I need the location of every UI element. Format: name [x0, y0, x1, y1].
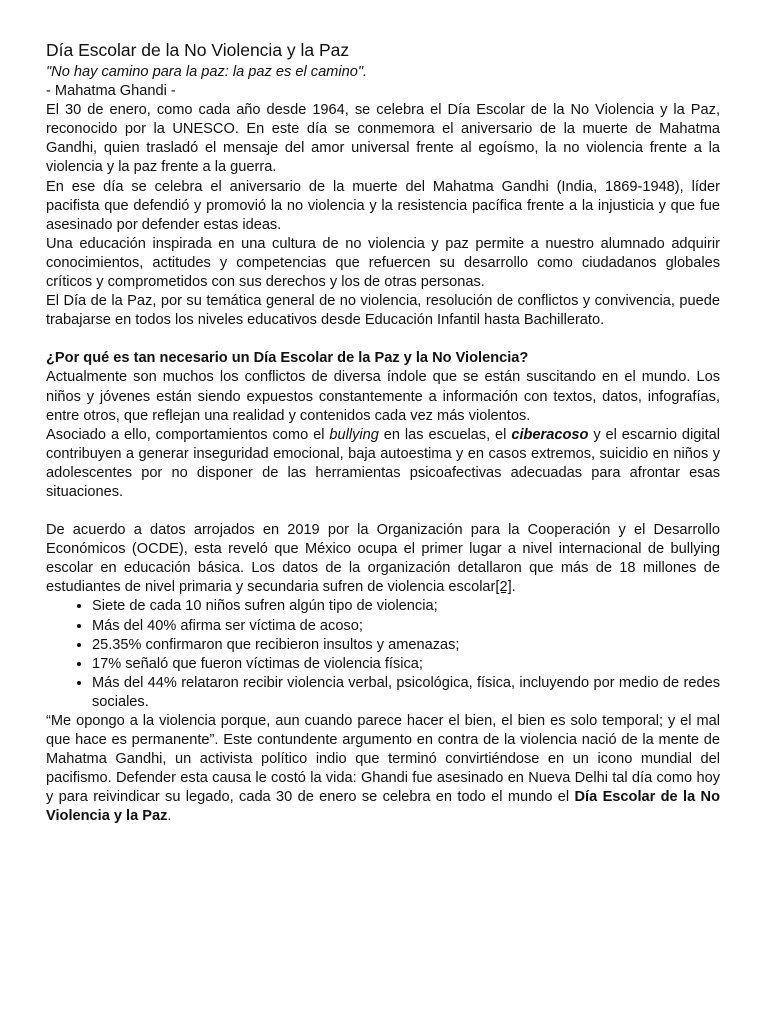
paragraph-7 [46, 521, 720, 597]
list-item: • 17% señaló que fueron víctimas de violencia física; [92, 655, 720, 674]
paragraph-2: En ese día se celebra el aniversario de la muerte del Mahatma Gandhi (India, 1869-1948), líder pacifista que defendió y promovió la no violencia y la resistencia pacífica frente a la injusticia y que fue asesinado por defender estas ideas. [46, 178, 720, 233]
paragraph-4: El Día de la Paz, por su temática general de no violencia, resolución de conflictos y convivencia, puede trabajarse en todos los niveles educativos desde Educación Infantil hasta Bachillerato. [46, 293, 720, 329]
paragraph-3: Una educación inspirada en una cultura de no violencia y paz permite a nuestro alumnado adquirir conocimientos, actitudes y competencias que refuercen su desarrollo como ciudadanos globales críticos y comprometidos con sus derechos y los de otras personas. [46, 235, 720, 291]
list-item: • Más del 40% afirma ser víctima de acoso; [92, 617, 720, 636]
quote-author: - Mahatma Ghandi - [46, 83, 176, 100]
text-span: . [511, 579, 516, 596]
list-item: • Siete de cada 10 niños sufren algún tipo de violencia; [92, 597, 720, 616]
paragraph-6 [46, 426, 720, 502]
ciberacoso-term: ciberacoso [511, 426, 589, 443]
statistics-list [46, 597, 720, 712]
quote [46, 63, 720, 82]
text-span: y el escarnio digital contribuyen a generar inseguridad emocional, baja autoestima y en casos extremos, suicidio en niños y adolescentes por no disponer de las herramientas psicoafectivas adecuadas para afrontar esas situaciones. [46, 426, 720, 500]
text-span: De acuerdo a datos arrojados en 2019 por la Organización para la Cooperación y el Desarrollo Económicos (OCDE), esta reveló que México ocupa el primer lugar a nivel internacional de bullying escolar en educación básica. Los datos de la organización detallaron que más de 18 millones de estudiantes de nivel primaria y secundaria sufren de violencia escolar [46, 522, 720, 596]
text-span: en las escuelas, el [378, 426, 512, 443]
text-span: . [167, 808, 172, 825]
paragraph-5: Actualmente son muchos los conflictos de diversa índole que se están suscitando en el mundo. Los niños y jóvenes están siendo expuestos constantemente a información con textos, datos, infografías, entre otros, que reflejan una realidad y contenidos cada vez más violentos. [46, 369, 720, 424]
section-heading: ¿Por qué es tan necesario un Día Escolar de la Paz y la No Violencia? [46, 350, 529, 367]
page-title: Día Escolar de la No Violencia y la Paz [46, 40, 350, 60]
paragraph-8 [46, 712, 720, 827]
paragraph-1: El 30 de enero, como cada año desde 1964, se celebra el Día Escolar de la No Violencia y la Paz, reconocido por la UNESCO. En este día se conmemora el aniversario de la muerte de Mahatma Gandhi, quien trasladó el mensaje del amor universal frente al egoísmo, la no violencia frente a la violencia y la paz frente a la guerra. [46, 102, 720, 176]
text-span: “Me opongo a la violencia porque, aun cuando parece hacer el bien, el bien es solo temporal; y el mal que hace es permanente”. Este contundente argumento en contra de la violencia nació de la mente de Mahatma Gandhi, un activista político indio que terminó convirtiéndose en un icono mundial del pacifismo. Defender esta causa le costó la vida: Ghandi fue asesinado en Nueva Delhi tal día como hoy y para reivindicar su legado, cada 30 de enero se celebra en todo el mundo el [46, 713, 720, 806]
footnote-link[interactable]: [2] [495, 579, 512, 596]
bold-event-name: Día Escolar de la No Violencia y la Paz [46, 789, 720, 825]
quote-text: "No hay camino para la paz: la paz es el camino". [46, 64, 368, 80]
list-item: • 25.35% confirmaron que recibieron insultos y amenazas; [92, 636, 720, 655]
list-item: • Más del 44% relataron recibir violencia verbal, psicológica, física, incluyendo por medio de redes sociales. [92, 674, 720, 712]
text-span: Asociado a ello, comportamientos como el [46, 426, 330, 443]
bullying-term: bullying [329, 426, 379, 443]
